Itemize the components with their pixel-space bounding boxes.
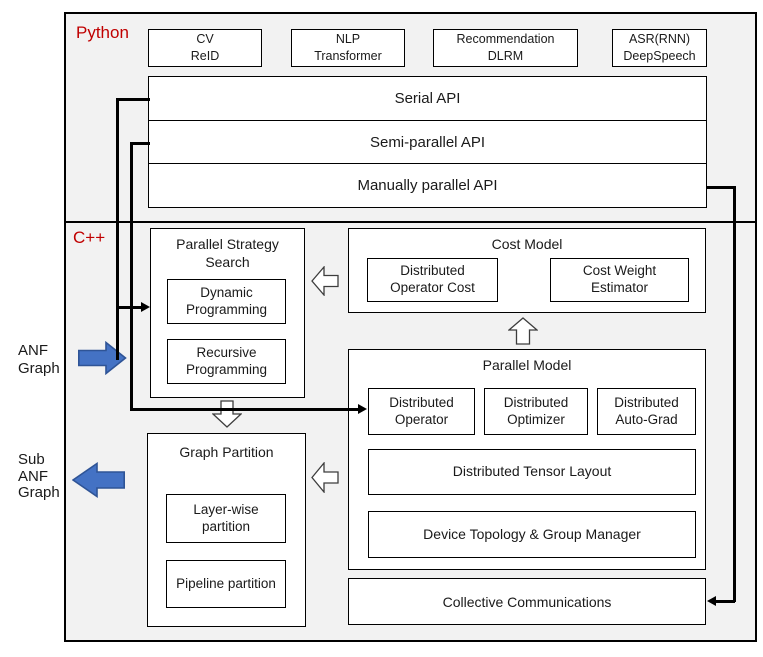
graph-partition-box	[147, 433, 306, 627]
semi-parallel-connector-top	[130, 142, 150, 145]
collective-communications-box: Collective Communications	[348, 578, 706, 625]
pipeline-partition-box: Pipeline partition	[166, 560, 286, 608]
hollow-arrow-search-to-partition-icon	[212, 400, 242, 428]
app-box-cv-line2: ReID	[190, 49, 220, 63]
api-layer-serial: Serial API	[394, 89, 461, 107]
serial-api-connector-top	[116, 98, 150, 101]
parallel-model-title: Parallel Model	[482, 357, 572, 373]
serial-api-connector-vertical	[116, 98, 119, 360]
sub-anf-graph-line2: ANF	[18, 467, 48, 485]
api-layer-semi-parallel: Semi-parallel API	[149, 120, 706, 164]
app-box-asr-deepspeech	[612, 29, 707, 67]
python-section-label: Python	[76, 23, 129, 42]
parallel-strategy-search-title: Parallel Strategy Search	[176, 236, 279, 270]
hollow-arrow-cost-to-search-icon	[311, 266, 339, 296]
sub-anf-graph-arrow-left-icon	[72, 462, 125, 498]
serial-api-arrowhead-icon	[141, 302, 150, 312]
manual-parallel-connector-bottom	[716, 600, 735, 603]
cost-weight-estimator-box: Cost Weight Estimator	[550, 258, 689, 302]
parallel-model-box	[348, 349, 706, 570]
semi-parallel-arrowhead-icon	[358, 404, 367, 414]
hollow-arrow-parallel-to-cost-icon	[508, 317, 538, 345]
app-box-rec-line1: Recommendation	[456, 32, 555, 47]
graph-partition-title: Graph Partition	[179, 444, 274, 460]
manual-parallel-connector-top	[707, 186, 736, 189]
sub-anf-graph-line1: Sub	[18, 451, 45, 468]
semi-parallel-connector-vertical	[130, 142, 133, 410]
app-box-asr-line2: DeepSpeech	[623, 49, 696, 63]
sub-anf-graph-line3: Graph	[18, 484, 60, 501]
app-box-rec-line2: DLRM	[487, 49, 524, 63]
dynamic-programming-box: Dynamic Programming	[167, 279, 286, 324]
app-box-cv-line1: CV	[196, 32, 214, 47]
cost-model-box	[348, 228, 706, 313]
manual-parallel-connector-vertical	[733, 186, 736, 602]
distributed-operator-box: Distributed Operator	[368, 388, 475, 435]
recursive-programming-box: Recursive Programming	[167, 339, 286, 384]
app-box-nlp-transformer	[291, 29, 405, 67]
device-topology-group-manager-box: Device Topology & Group Manager	[368, 511, 696, 558]
anf-graph-arrow-right-icon	[78, 341, 127, 375]
app-box-nlp-line1: NLP	[335, 32, 361, 47]
cpp-section-label: C++	[73, 228, 106, 247]
distributed-optimizer-box: Distributed Optimizer	[484, 388, 588, 435]
app-box-nlp-line2: Transformer	[314, 49, 382, 63]
sub-anf-graph-label	[18, 452, 60, 502]
anf-graph-line1: ANF	[18, 342, 48, 359]
app-box-asr-line1: ASR(RNN)	[628, 32, 691, 47]
semi-parallel-connector-horizontal	[130, 408, 358, 411]
hollow-arrow-parallel-to-partition-icon	[311, 462, 339, 493]
parallel-strategy-search-box	[150, 228, 305, 398]
api-layer-manually-parallel: Manually parallel API	[149, 163, 706, 207]
manual-parallel-arrowhead-icon	[707, 596, 716, 606]
distributed-tensor-layout-box: Distributed Tensor Layout	[368, 449, 696, 495]
anf-graph-line2: Graph	[18, 360, 60, 377]
distributed-operator-cost-box: Distributed Operator Cost	[367, 258, 498, 302]
serial-api-connector-branch	[116, 306, 141, 309]
distributed-auto-grad-box: Distributed Auto-Grad	[597, 388, 696, 435]
app-box-recommendation-dlrm	[433, 29, 578, 67]
api-stack	[148, 76, 707, 208]
anf-graph-label	[18, 342, 60, 378]
layer-wise-partition-box: Layer-wise partition	[166, 494, 286, 543]
app-box-cv-reid	[148, 29, 262, 67]
cost-model-title: Cost Model	[491, 236, 563, 252]
